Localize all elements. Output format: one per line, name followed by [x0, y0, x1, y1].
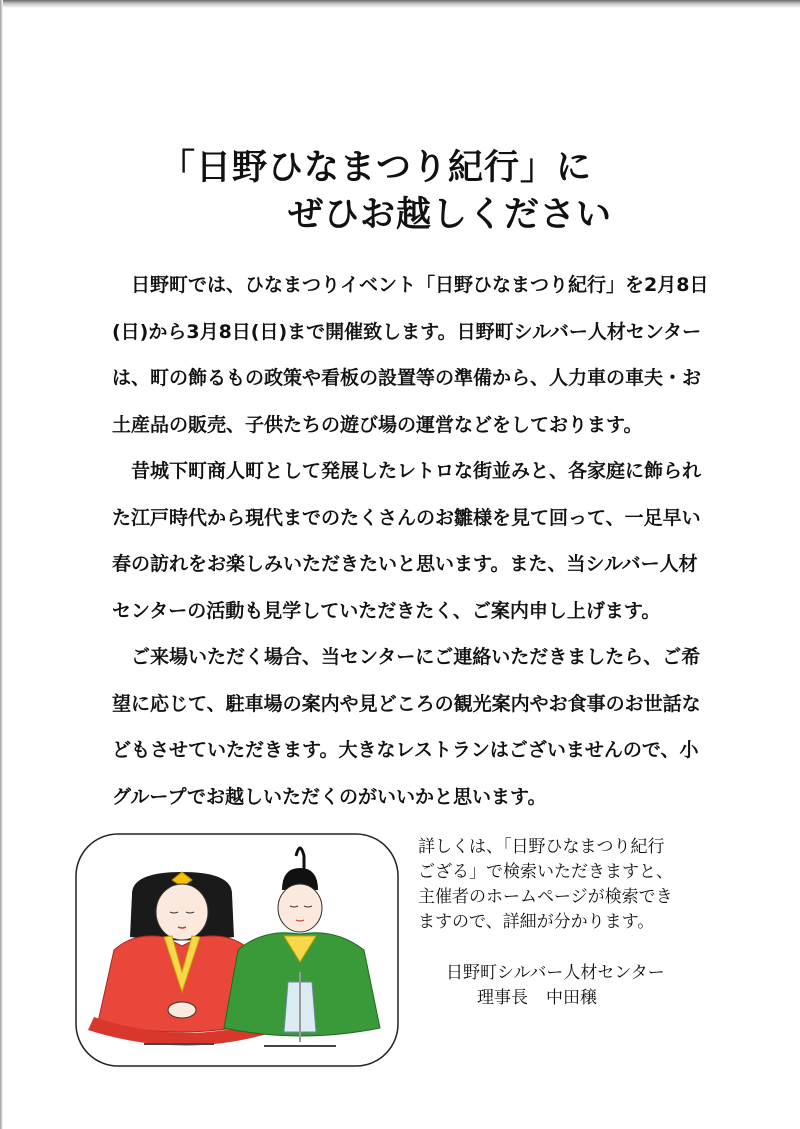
signature-title: 理事長	[477, 988, 528, 1008]
hina-dolls-illustration	[74, 832, 400, 1068]
scan-top-edge	[0, 0, 800, 8]
title-line-1: 「日野ひなまつり紀行」に	[160, 148, 593, 188]
signature-name: 中田穣	[546, 988, 597, 1008]
signature-line	[477, 983, 615, 1008]
scan-left-edge	[0, 0, 3, 1129]
signature-organization: 日野町シルバー人材センター	[446, 963, 665, 983]
paragraph-visit-info: ご来場いただく場合、当センターにご連絡いただきましたら、ご希望に応じて、駐車場の案内や見どころの観光案内やお食事のお世話などもさせていただきます。大きなレストランはございませんので、小グループでお越しいただくのがいいかと思います。	[112, 646, 701, 808]
search-note: 詳しくは、「日野ひなまつり紀行ござる」で検索いただきますと、主催者のホームページが検索できますので、詳細が分かります。	[418, 837, 673, 932]
paragraph-townscape: 昔城下町商人町として発展したレトロな街並みと、各家庭に飾られた江戸時代から現代までのたくさんのお雛様を見て回って、一足早い春の訪れをお楽しみいただきたいと思います。また、当シルバー人材センターの活動も見学していただきたく、ご案内申し上げます。	[112, 460, 702, 622]
title-line-2: ぜひお越しください	[288, 195, 613, 235]
paragraph-intro: 日野町では、ひなまつりイベント「日野ひなまつり紀行」を2月8日(日)から3月8日(日)まで開催致します。日野町シルバー人材センターは、町の飾るもの政策や看板の設置等の準備から、人力車の車夫・お土産品の販売、子供たちの遊び場の運営などをしております。	[112, 274, 709, 436]
